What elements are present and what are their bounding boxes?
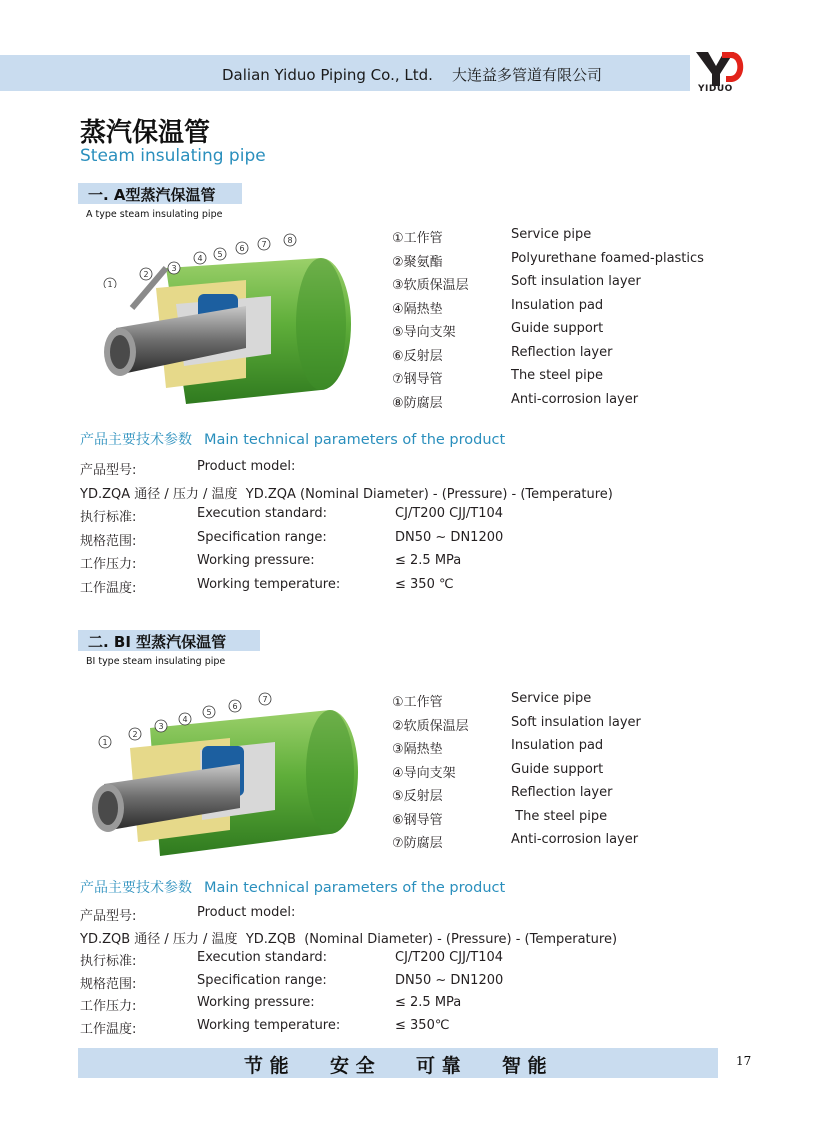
slogan-energy-saving: 节 能 — [244, 1055, 289, 1077]
company-name: Dalian Yiduo Piping Co., Ltd. 大连益多管道有限公司 — [222, 66, 602, 84]
slogan-safe: 安 全 — [330, 1055, 375, 1077]
callout-8: 8 — [287, 236, 293, 245]
logo-text: YIDUO — [698, 84, 733, 94]
callout-5: 5 — [206, 708, 212, 717]
callout-4: 4 — [182, 715, 188, 724]
callout-1: 1 — [102, 738, 108, 747]
section-a-title: 一. A型蒸汽保温管 — [88, 186, 216, 204]
slogan-intelligent: 智 能 — [502, 1055, 547, 1077]
legend-a: ①工作管 Service pipe ②聚氨酯 Polyurethane foamed-plastics ③软质保温层 Soft insulation layer ④隔热垫 Insulation pad ⑤导向支架 Guide support ⑥反射层 Reflection layer ⑦钢导管 The steel pipe ⑧防腐层 Anti-corrosion layer — [392, 227, 704, 411]
callout-7: 7 — [262, 695, 268, 704]
section-b-subtitle: BI type steam insulating pipe — [86, 656, 226, 667]
callout-2: 2 — [143, 270, 149, 279]
legend-b: ①工作管 Service pipe ②软质保温层 Soft insulation layer ③隔热垫 Insulation pad ④导向支架 Guide support ⑤反射层 Reflection layer ⑥钢导管 The steel pipe ⑦防腐层 Anti-corrosion layer — [392, 691, 641, 851]
section-a-params-heading: 产品主要技术参数 Main technical parameters of the product — [80, 432, 506, 448]
callout-2: 2 — [132, 730, 138, 739]
section-b-params-heading: 产品主要技术参数 Main technical parameters of the product — [80, 880, 506, 896]
section-a-params: 产品型号: Product model: YD.ZQA 通径 / 压力 / 温度 YD.ZQA (Nominal Diameter) - (Pressure) - (Temperature) 执行标准: Execution standard: CJ/T200 CJJ/T104 规格范围: Specification range: DN50 ~ DN1200 工作压力: Working pressure: ≤ 2.5 MPa 工作温度: Working temperature: ≤ 350 ℃ — [80, 459, 613, 596]
page-title: 蒸汽保温管 — [80, 118, 211, 148]
footer-band — [78, 1048, 718, 1078]
callout-6: 6 — [239, 244, 245, 253]
page-subtitle: Steam insulating pipe — [80, 146, 266, 166]
callout-6: 6 — [232, 702, 238, 711]
section-b-title: 二. BI 型蒸汽保温管 — [88, 633, 227, 651]
page-number: 17 — [736, 1054, 752, 1068]
callout-4: 4 — [197, 254, 203, 263]
slogan-reliable: 可 靠 — [416, 1055, 461, 1077]
section-b-params: 产品型号: Product model: YD.ZQB 通径 / 压力 / 温度 YD.ZQB (Nominal Diameter) - (Pressure) - (Temperature) 执行标准: Execution standard: CJ/T200 CJJ/T104 规格范围: Specification range: DN50 ~ DN1200 工作压力: Working pressure: ≤ 2.5 MPa 工作温度: Working temperature: ≤ 350℃ — [80, 905, 618, 1037]
callout-5: 5 — [217, 250, 223, 259]
pipe-a-callouts — [100, 228, 300, 288]
callout-3: 3 — [158, 722, 164, 731]
callout-1: 1 — [107, 280, 113, 288]
pipe-b-callouts — [95, 688, 295, 758]
callout-7: 7 — [261, 240, 267, 249]
section-a-subtitle: A type steam insulating pipe — [86, 209, 223, 220]
callout-3: 3 — [171, 264, 177, 273]
